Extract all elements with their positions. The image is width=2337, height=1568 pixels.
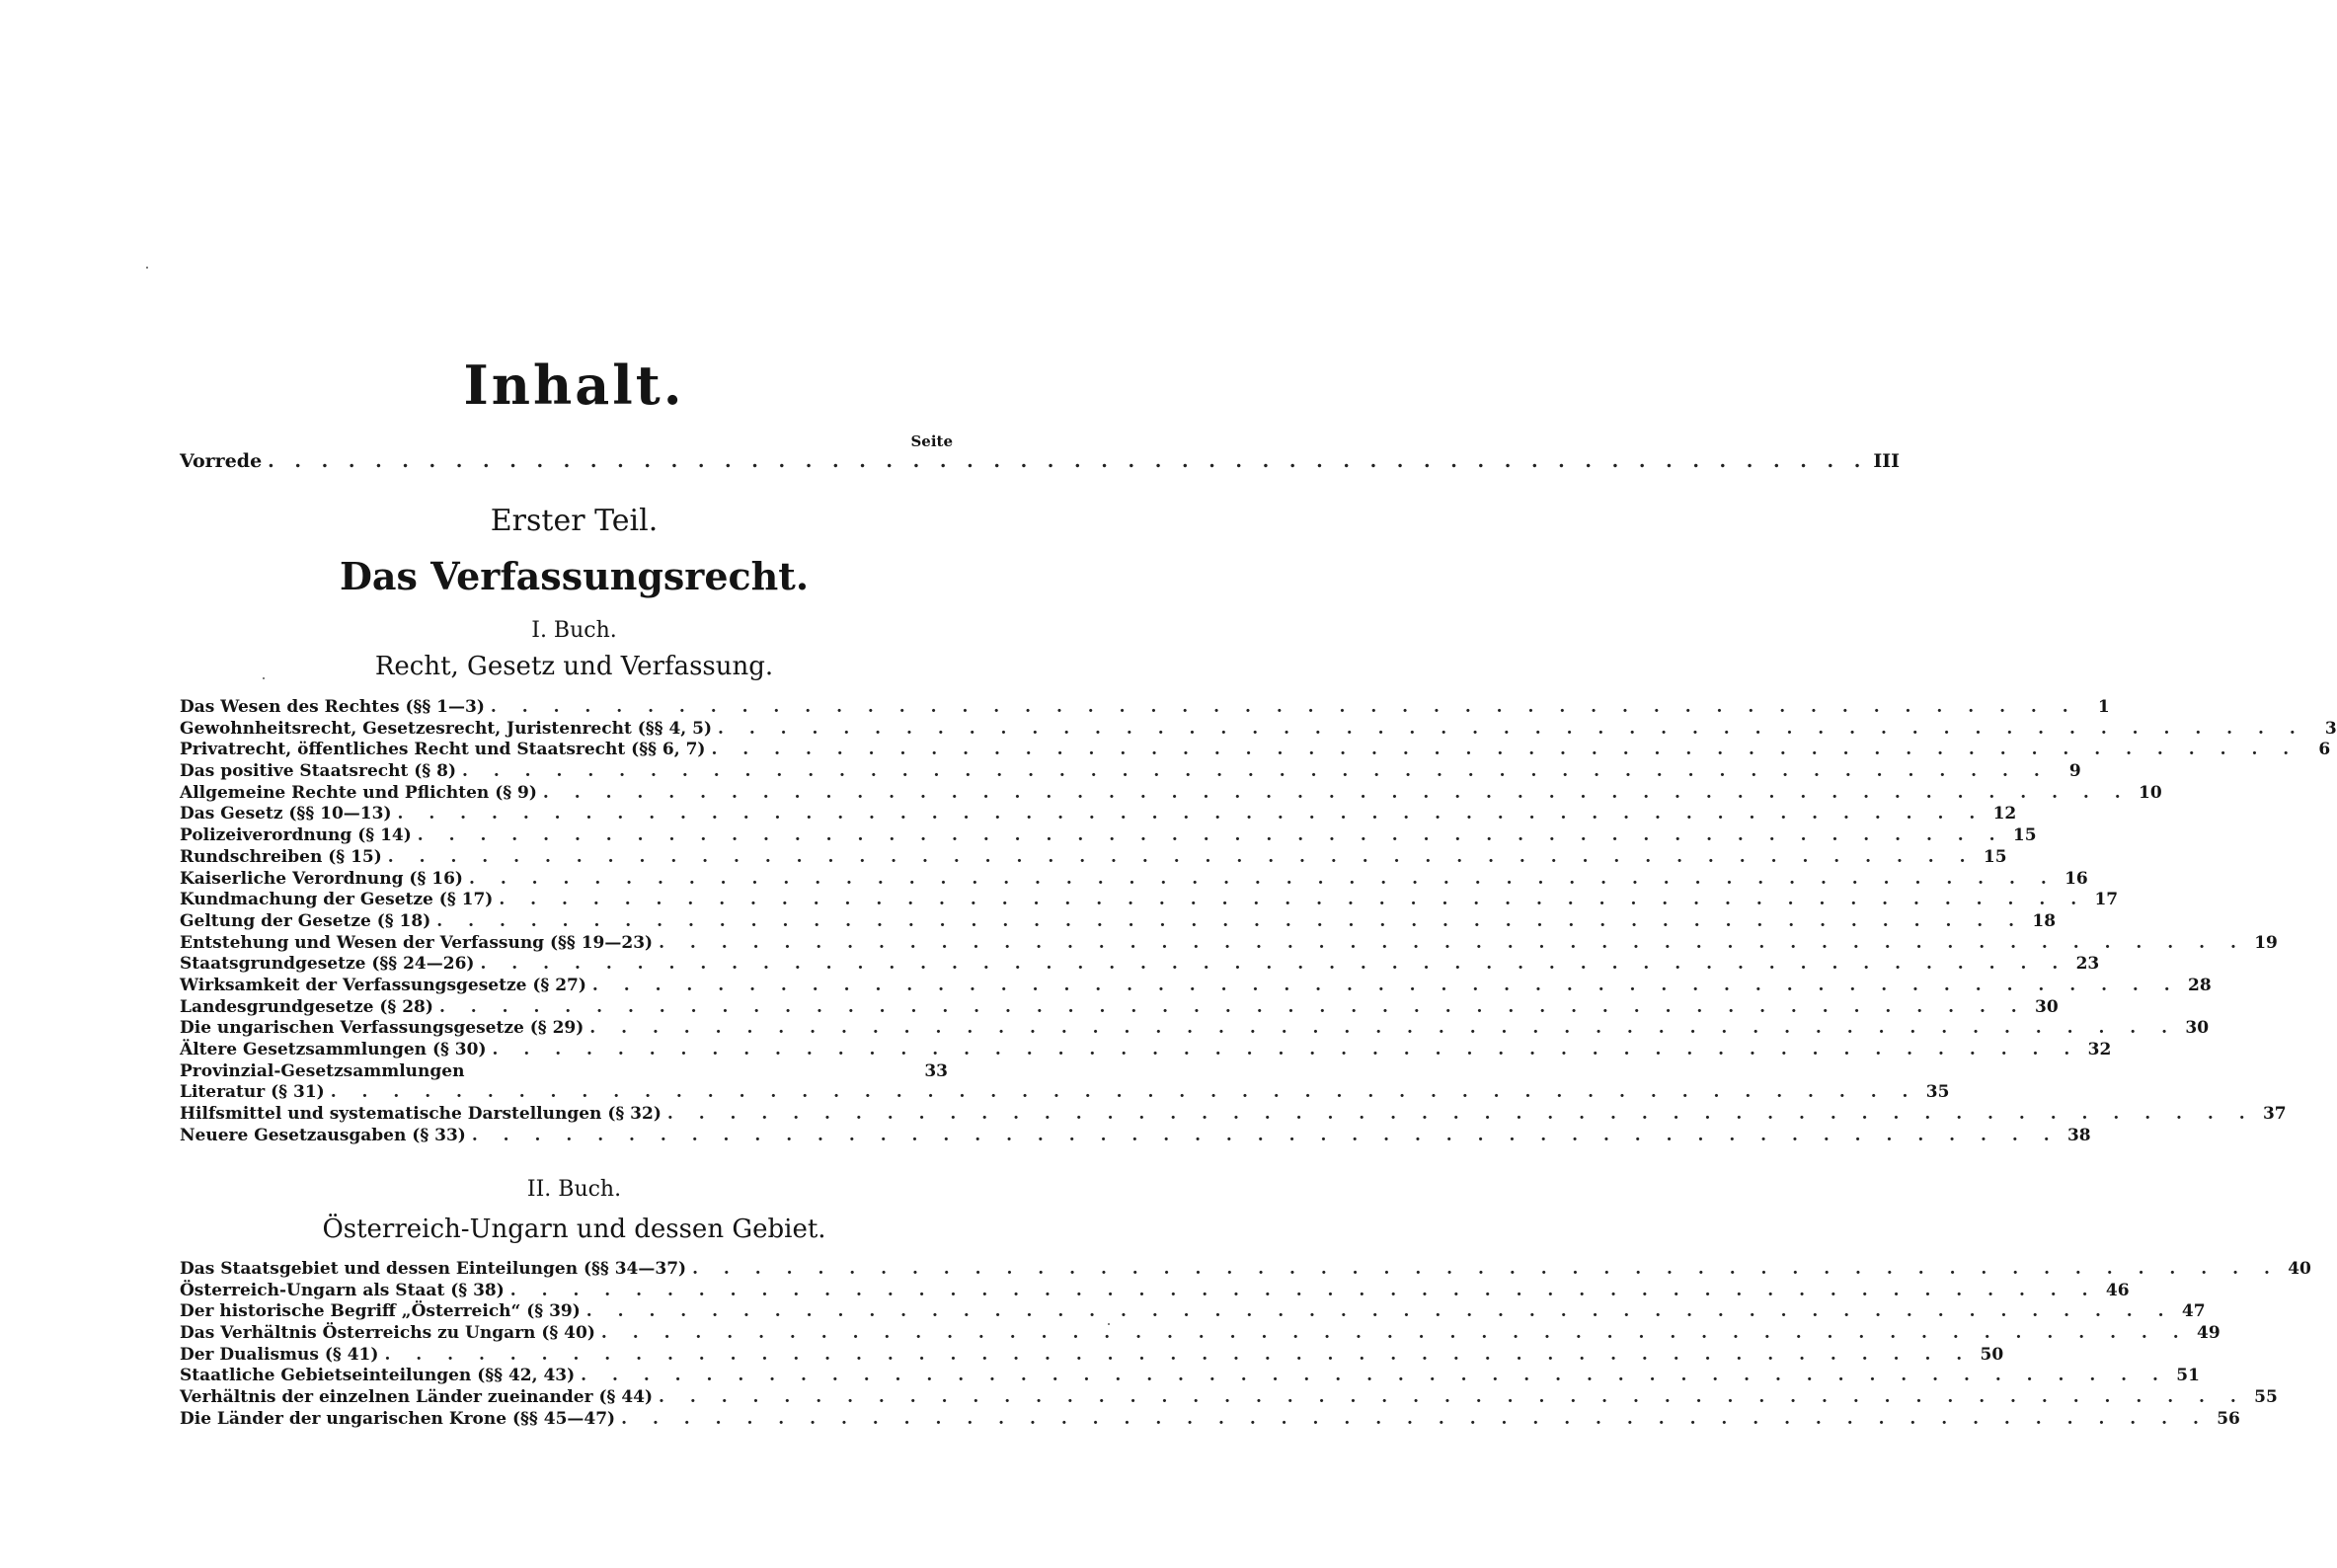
toc-entry[interactable]	[180, 825, 2037, 847]
toc-entry-text: Allgemeine Rechte und Pflichten (§ 9)	[180, 782, 537, 803]
leader-dots: . . . . . . . . . . . . . . . . . . . . . . . . . . . . . . . . . . . . . . . . . . . . . . . . . . .	[581, 1366, 2168, 1386]
leader-dots: . . . . . . . . . . . . . . . . . . . . . . . . . . . . . . . . . . . . . . . . . . . . . . . . . . .	[659, 932, 2246, 953]
leader-dots: . . . . . . . . . . . . . . . . . . . . . . . . . . . . . . . . . . . . . . . . . . . . . . . . . . .	[462, 761, 2050, 782]
leader-dots: . . . . . . . . . . . . . . . . . . . . . . . . . . . . . . . . . . . . . . . . . . . . . . . . . . .	[499, 890, 2087, 910]
toc-entry[interactable]	[180, 1259, 2311, 1281]
scan-speck	[146, 267, 148, 269]
toc-entry[interactable]	[180, 1061, 948, 1083]
toc-entry-text: Landesgrundgesetze (§ 28)	[180, 996, 433, 1017]
toc-entry-text: Der historische Begriff „Österreich“ (§ 39)	[180, 1301, 581, 1322]
toc-entry-page: 40	[2288, 1259, 2311, 1279]
toc-entry-text: Neuere Gesetzausgaben (§ 33)	[180, 1125, 466, 1145]
leader-dots: . . . . . . . . . . . . . . . . . . . . . . . . . . . . . . . . . . . . . . . . . . . . . . . . . . .	[417, 825, 2005, 846]
toc-entry-text: Österreich-Ungarn als Staat (§ 38)	[180, 1280, 505, 1300]
toc-entry-page: 12	[1992, 804, 2017, 824]
toc-entry[interactable]	[180, 740, 2331, 761]
toc-entry[interactable]	[180, 1040, 2112, 1061]
toc-entry-text: Polizeiverordnung (§ 14)	[180, 825, 412, 846]
toc-entry[interactable]	[180, 718, 2337, 741]
toc-entry-text: Privatrecht, öffentliches Recht und Staatsrecht (§§ 6, 7)	[180, 740, 706, 760]
toc-entry[interactable]	[180, 910, 2057, 933]
toc-entry[interactable]	[180, 1366, 2200, 1387]
toc-entry-page: 15	[2012, 825, 2037, 846]
toc-entry-page: 10	[2139, 782, 2162, 803]
toc-entry-text: Gewohnheitsrecht, Gesetzesrecht, Juristenrecht (§§ 4, 5)	[180, 718, 712, 739]
toc-entry-preface[interactable]	[180, 450, 1900, 472]
toc-entry-page: 23	[2075, 954, 2100, 975]
toc-entry[interactable]	[180, 846, 2007, 869]
toc-entry-text: Geltung der Gesetze (§ 18)	[180, 910, 431, 931]
leader-dots: . . . . . . . . . . . . . . . . . . . . . . . . . . . . . . . . . . . . . . . . . . . . . . . . . . .	[468, 868, 2057, 889]
toc-entry[interactable]	[180, 1082, 1950, 1104]
toc-entry[interactable]	[180, 932, 2278, 955]
leader-dots: . . . . . . . . . . . . . . . . . . . . . . . . . . . . . . . . . . . . . . . . . . . . . . . . . . .	[471, 1125, 2060, 1145]
toc-entry-page: 55	[2254, 1387, 2278, 1408]
page-title: Inhalt.	[463, 353, 685, 417]
toc-entry-text: Wirksamkeit der Verfassungsgesetze (§ 27)	[180, 975, 586, 995]
toc-entry-text: Vorrede	[180, 450, 263, 472]
toc-entry-text: Kundmachung der Gesetze (§ 17)	[180, 890, 494, 910]
book-1-entries	[180, 697, 2337, 1146]
toc-entry-page: 30	[2035, 996, 2059, 1017]
leader-dots: . . . . . . . . . . . . . . . . . . . . . . . . . . . . . . . . . . . . . . . . . . . . . . . . . . .	[600, 1323, 2189, 1344]
toc-entry-page: 38	[2066, 1125, 2091, 1145]
leader-dots: . . . . . . . . . . . . . . . . . . . . . . . . . . . . . . . . . . . . . . . . . . . . . . . . . . .	[330, 1082, 1918, 1103]
part-label: Erster Teil.	[490, 504, 659, 538]
toc-entry-page: 37	[2262, 1104, 2287, 1125]
leader-dots: . . . . . . . . . . . . . . . . . . . . . . . . . . . . . . . . . . . . . . . . . . . . . . . . . . .	[397, 804, 1986, 824]
toc-entry-text: Das Wesen des Rechtes (§§ 1—3)	[180, 697, 485, 717]
leader-dots: . . . . . . . . . . . . . . . . . . . . . . . . . . . . . . . . . . . . . . . . . . . . . . . . . . .	[509, 1280, 2098, 1300]
toc-entry-text: Kaiserliche Verordnung (§ 16)	[180, 868, 463, 889]
book-2-title: Österreich-Ungarn und dessen Gebiet.	[322, 1215, 826, 1244]
leader-dots: . . . . . . . . . . . . . . . . . . . . . . . . . . . . . . . . . . . . . . . . . . . . . . . . . . .	[384, 1344, 1973, 1365]
toc-entry-text: Ältere Gesetzsammlungen (§ 30)	[180, 1040, 487, 1059]
toc-entry-page: 15	[1983, 846, 2007, 867]
toc-entry[interactable]	[180, 1018, 2210, 1040]
toc-entry-page: 35	[1925, 1082, 1950, 1103]
book-2-label: II. Buch.	[526, 1177, 622, 1202]
toc-entry-text: Die Länder der ungarischen Krone (§§ 45—47)	[180, 1408, 616, 1429]
leader-dots: . . . . . . . . . . . . . . . . . . . . . . . . . . . . . . . . . . . . . . . . . . . . . . . . . . .	[589, 1018, 2178, 1039]
toc-entry-text: Staatliche Gebietseinteilungen (§§ 42, 43)	[180, 1366, 576, 1386]
toc-entry-text: Staatsgrundgesetze (§§ 24—26)	[180, 954, 475, 975]
toc-entry-page: 49	[2196, 1323, 2220, 1344]
toc-entry[interactable]	[180, 1280, 2130, 1302]
toc-entry[interactable]	[180, 1408, 2240, 1431]
leader-dots: . . . . . . . . . . . . . . . . . . . . . . . . . . . . . . . . . . . . . . . . . . . . . . . . . . .	[438, 996, 2027, 1017]
toc-entry-page: III	[1873, 450, 1900, 472]
toc-entry-page: 6	[2318, 740, 2331, 760]
toc-entry-page: 19	[2254, 932, 2278, 953]
page-column-header: Seite	[910, 432, 953, 450]
leader-dots: . . . . . . . . . . . . . . . . . . . . . . . . . . . . . . . . . . . . . . . . . . . . . . . . . . .	[591, 975, 2180, 995]
toc-entry[interactable]	[180, 782, 2162, 805]
leader-dots: . . . . . . . . . . . . . . . . . . . . . . . . . . . . . . . . . . . . . . . . . . . . . . . . . . .	[436, 910, 2025, 931]
toc-entry-text: Das Staatsgebiet und dessen Einteilungen (§§ 34—37)	[180, 1259, 687, 1279]
toc-entry[interactable]	[180, 1323, 2220, 1345]
toc-entry-text: Entstehung und Wesen der Verfassung (§§ 19—23)	[180, 932, 654, 953]
toc-entry-text: Das Verhältnis Österreichs zu Ungarn (§ 40)	[180, 1323, 595, 1344]
toc-entry[interactable]	[180, 868, 2088, 891]
toc-entry-page: 18	[2032, 910, 2057, 931]
toc-entry[interactable]	[180, 697, 2110, 719]
toc-entry-page: 30	[2185, 1018, 2210, 1039]
toc-entry[interactable]	[180, 890, 2119, 911]
leader-dots: . . . . . . . . . . . . . . . . . . . . . . . . . . . . . . . . . . . . . . . . . . . . . . . . . . .	[492, 1040, 2080, 1059]
toc-entry-page: 46	[2105, 1280, 2130, 1300]
leader-dots: . . . . . . . . . . . . . . . . . . . . . . . . . . . . . . . . . . . . . . . . . . . . . . . . . . .	[585, 1301, 2174, 1322]
toc-entry-page: 51	[2176, 1366, 2200, 1386]
leader-dots: . . . . . . . . . . . . . . . . . . . . . . . . . . . . . . . . . . . . . . . . . . . . . . . . . . .	[718, 718, 2305, 739]
leader-dots: . . . . . . . . . . . . . . . . . . . . . . . . . . . . . . . . . . . . . . . . . . . . . . . . . . .	[659, 1387, 2246, 1408]
toc-entry[interactable]	[180, 975, 2212, 997]
toc-entry[interactable]	[180, 1387, 2278, 1409]
leader-dots: . . . . . . . . . . . . . . . . . . . . . . . . . . . . . . . . . . . . . . . . . . . . . . . . . . .	[621, 1408, 2209, 1429]
leader-dots: . . . . . . . . . . . . . . . . . . . . . . . . . . . . . . . . . . . . . . . . . . . . . . . . . . .	[387, 846, 1976, 867]
toc-entry-page: 3	[2324, 718, 2337, 739]
toc-entry-page: 50	[1980, 1344, 2004, 1365]
toc-entry[interactable]	[180, 761, 2081, 783]
toc-entry-page: 33	[924, 1060, 948, 1081]
leader-dots: . . . . . . . . . . . . . . . . . . . . . . . . . . . . . . . . . . . . . . . . . . . . . . . . . . .	[666, 1104, 2255, 1125]
toc-entry[interactable]	[180, 954, 2100, 976]
toc-entry[interactable]	[180, 996, 2059, 1019]
toc-entry[interactable]	[180, 1125, 2091, 1147]
toc-entry-page: 17	[2094, 890, 2119, 910]
toc-entry-text: Provinzial-Gesetzsammlungen	[180, 1060, 465, 1081]
leader-dots: . . . . . . . . . . . . . . . . . . . . . . . . . . . . . . . . . . . . . . . . . . . . . . . . . . .	[692, 1259, 2280, 1279]
toc-entry-text: Das positive Staatsrecht (§ 8)	[180, 761, 456, 782]
leader-dots: . . . . . . . . . . . . . . . . . . . . . . . . . . . . . . . . . . . . . . . . . . . . . . . . . . . . . . . . . . . .	[268, 450, 1868, 472]
toc-entry[interactable]	[180, 1104, 2287, 1126]
toc-entry-text: Das Gesetz (§§ 10—13)	[180, 804, 392, 824]
toc-entry-text: Der Dualismus (§ 41)	[180, 1344, 379, 1365]
toc-entry-page: 47	[2181, 1301, 2206, 1322]
leader-dots: . . . . . . . . . . . . . . . . . . . . . . . . . . . . . . . . . . . . . . . . . . . . . . . . . . .	[542, 782, 2131, 803]
leader-dots: . . . . . . . . . . . . . . . . . . . . . . . . . . . . . . . . . . . . . . . . . . . . . . . . . . .	[480, 954, 2068, 975]
toc-entry-page: 32	[2087, 1040, 2112, 1059]
leader-dots: . . . . . . . . . . . . . . . . . . . . . . . . . . . . . . . . . . . . . . . . . . . . . . . . . . .	[711, 740, 2299, 760]
toc-entry[interactable]	[180, 804, 2017, 825]
toc-entry-page: 16	[2064, 868, 2088, 889]
leader-dots: . . . . . . . . . . . . . . . . . . . . . . . . . . . . . . . . . . . . . . . . . . . . . . . . . . .	[490, 697, 2078, 717]
toc-entry-text: Hilfsmittel und systematische Darstellungen (§ 32)	[180, 1104, 662, 1125]
toc-entry[interactable]	[180, 1344, 2004, 1367]
toc-entry-text: Die ungarischen Verfassungsgesetze (§ 29)	[180, 1018, 584, 1039]
part-title: Das Verfassungsrecht.	[339, 554, 810, 598]
toc-entry-text: Verhältnis der einzelnen Länder zueinander (§ 44)	[180, 1387, 654, 1408]
book-2-entries	[180, 1259, 2311, 1431]
toc-entry-page: 28	[2188, 975, 2212, 995]
toc-entry-page: 1	[2097, 697, 2110, 717]
book-1-label: I. Buch.	[531, 618, 617, 643]
book-1-title: Recht, Gesetz und Verfassung.	[374, 652, 774, 681]
toc-entry-text: Literatur (§ 31)	[180, 1082, 325, 1103]
toc-entry-text: Rundschreiben (§ 15)	[180, 846, 382, 867]
toc-entry[interactable]	[180, 1301, 2206, 1323]
toc-entry-page: 56	[2217, 1408, 2240, 1429]
toc-entry-page: 9	[2068, 761, 2081, 782]
